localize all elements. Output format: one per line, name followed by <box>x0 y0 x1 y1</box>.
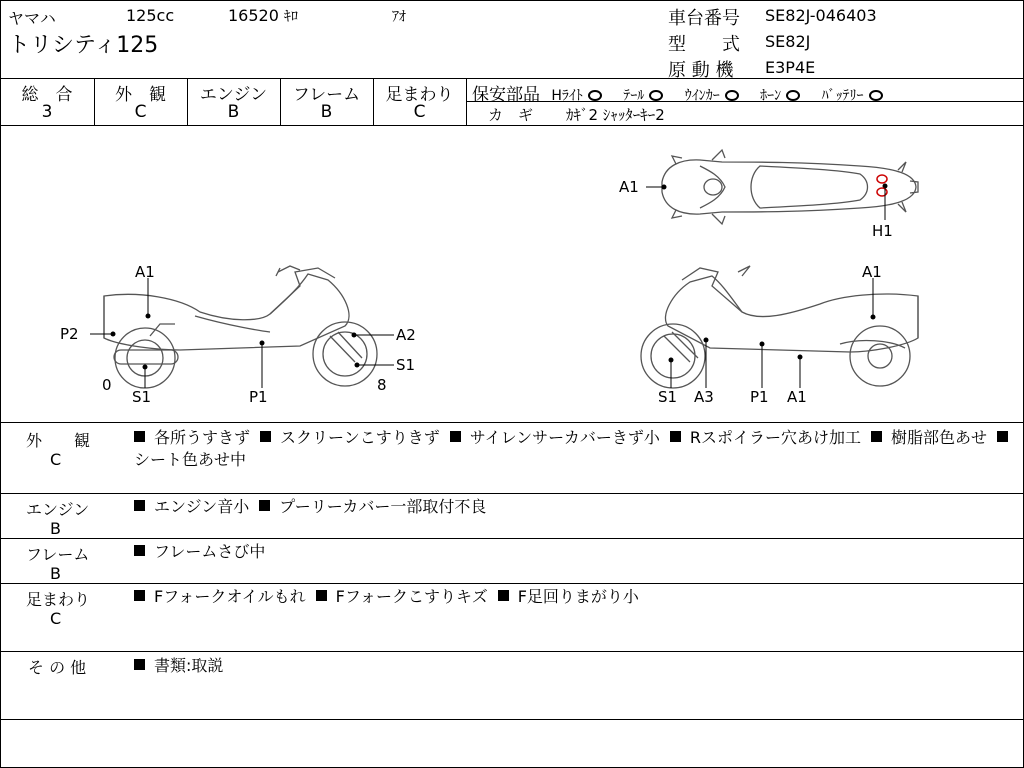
detail-item <box>134 542 265 561</box>
suspension-detail-label: 足まわり <box>26 590 91 609</box>
label-s1-left: S1 <box>132 388 152 406</box>
bullet-square-icon <box>134 431 145 442</box>
detail-item <box>871 428 987 447</box>
detail-item-text: 書類:取説 <box>154 656 224 675</box>
overall-score: 3 <box>41 102 53 122</box>
model-name: トリシティ125 <box>8 33 159 58</box>
exterior-score: C <box>134 102 147 122</box>
divider <box>0 422 1024 423</box>
safety-label: 保安部品 <box>472 85 540 105</box>
key-label: カ ギ <box>488 106 534 124</box>
right-side-view-outline <box>641 266 918 388</box>
other-detail-label: そ の 他 <box>28 658 87 677</box>
label-a2: A2 <box>396 326 416 344</box>
top-view-outline <box>662 150 918 224</box>
bullet-square-icon <box>134 590 145 601</box>
label-s1-right: S1 <box>396 356 416 374</box>
exterior-detail-grade: C <box>50 450 62 469</box>
ok-circle-icon <box>588 90 602 101</box>
engine-detail-items <box>134 496 1018 518</box>
detail-item-text: Rスポイラー穴あけ加工 <box>689 428 861 447</box>
overall-label: 総 合 <box>21 85 73 105</box>
bullet-square-icon <box>871 431 882 442</box>
motorcycle-diagram <box>0 126 1024 422</box>
suspension-detail-items <box>134 586 1018 608</box>
label-a1-bottom: A1 <box>787 388 807 406</box>
label-a1-left: A1 <box>135 263 155 281</box>
bullet-square-icon <box>134 659 145 670</box>
bullet-square-icon <box>260 431 271 442</box>
divider <box>0 719 1024 720</box>
detail-item-text: スクリーンこすりきず <box>280 428 440 447</box>
frame-score: B <box>320 102 333 122</box>
detail-item-text: サイレンサーカバーきず小 <box>469 428 660 447</box>
bullet-square-icon <box>498 590 509 601</box>
label-eight: 8 <box>377 376 387 394</box>
label-p2: P2 <box>60 325 79 343</box>
suspension-score: C <box>413 102 426 122</box>
ok-circle-icon <box>725 90 739 101</box>
label-a1-top: A1 <box>619 178 639 196</box>
frame-detail-label: フレーム <box>26 545 90 564</box>
leader-lines <box>90 186 885 388</box>
detail-item-text: 各所うすきず <box>154 428 251 447</box>
bullet-square-icon <box>450 431 461 442</box>
bullet-square-icon <box>997 431 1008 442</box>
type-value: SE82J <box>765 32 811 51</box>
bullet-square-icon <box>670 431 681 442</box>
detail-item-text: Fフォークこすりキズ <box>335 587 488 606</box>
safety-parts-row <box>472 80 883 105</box>
displacement: 125cc <box>126 6 175 25</box>
label-a1-right: A1 <box>862 263 882 281</box>
label-s1-right-view: S1 <box>658 388 678 406</box>
exterior-label: 外 観 <box>115 85 166 105</box>
label-a3: A3 <box>694 388 714 406</box>
detail-item-text: フレームさび中 <box>154 542 266 561</box>
other-detail-items <box>134 655 1018 677</box>
label-zero: 0 <box>102 376 112 394</box>
color: ｱｵ <box>392 9 406 25</box>
detail-item-text: F足回りまがり小 <box>517 587 639 606</box>
divider <box>0 78 1024 79</box>
engine-score: B <box>227 102 240 122</box>
suspension-detail-grade: C <box>50 609 62 628</box>
ok-circle-icon <box>786 90 800 101</box>
detail-item <box>134 428 250 447</box>
ok-circle-icon <box>869 90 883 101</box>
detail-item-text: エンジン音小 <box>154 497 250 516</box>
engine-score-label: エンジン <box>199 85 268 105</box>
detail-item <box>134 587 306 606</box>
frame-detail-items <box>134 541 1018 563</box>
headlight-item: Hﾗｲﾄ <box>551 88 602 104</box>
divider <box>0 583 1024 584</box>
engine-label: 原 動 機 <box>668 60 734 81</box>
frame-no: SE82J-046403 <box>765 6 877 25</box>
divider <box>0 493 1024 494</box>
bullet-square-icon <box>259 500 270 511</box>
mileage: 16520 ｷﾛ <box>228 6 298 25</box>
suspension-score-label: 足まわり <box>385 85 454 105</box>
engine-detail-grade: B <box>50 519 61 538</box>
type-label: 型 式 <box>668 34 740 55</box>
detail-item <box>316 587 488 606</box>
frame-score-label: フレーム <box>292 85 361 105</box>
label-p1-left: P1 <box>249 388 268 406</box>
divider <box>0 538 1024 539</box>
detail-item-text: シート色あせ中 <box>134 450 247 469</box>
engine-detail-label: エンジン <box>26 500 90 519</box>
ok-circle-icon <box>649 90 663 101</box>
exterior-detail-items <box>134 427 1018 471</box>
tail-item: ﾃｰﾙ <box>623 88 663 104</box>
maker: ヤマハ <box>8 9 56 28</box>
bullet-square-icon <box>134 500 145 511</box>
label-p1-right: P1 <box>750 388 769 406</box>
winker-item: ｳｲﾝｶｰ <box>685 88 739 104</box>
detail-item <box>134 497 249 516</box>
bullet-square-icon <box>134 545 145 556</box>
detail-item-text: Fフォークオイルもれ <box>154 587 306 606</box>
divider <box>0 651 1024 652</box>
key-value: ｶｷﾞ2 ｼｬｯﾀｰｷｰ2 <box>566 106 665 124</box>
detail-item <box>259 497 486 516</box>
exterior-detail-label: 外 観 <box>26 431 91 450</box>
battery-item: ﾊﾞｯﾃﾘｰ <box>822 88 883 104</box>
frame-no-label: 車台番号 <box>668 8 740 29</box>
detail-item <box>670 428 861 447</box>
detail-item <box>260 428 440 447</box>
bullet-square-icon <box>316 590 327 601</box>
engine-value: E3P4E <box>765 58 816 77</box>
detail-item-text: 樹脂部色あせ <box>891 428 988 447</box>
label-h1: H1 <box>872 222 893 240</box>
detail-item <box>498 587 639 606</box>
horn-item: ﾎｰﾝ <box>760 88 800 104</box>
divider <box>466 78 467 126</box>
detail-item <box>450 428 660 447</box>
frame-detail-grade: B <box>50 564 61 583</box>
detail-item-text: プーリーカバー一部取付不良 <box>279 497 487 516</box>
detail-item <box>134 656 223 675</box>
